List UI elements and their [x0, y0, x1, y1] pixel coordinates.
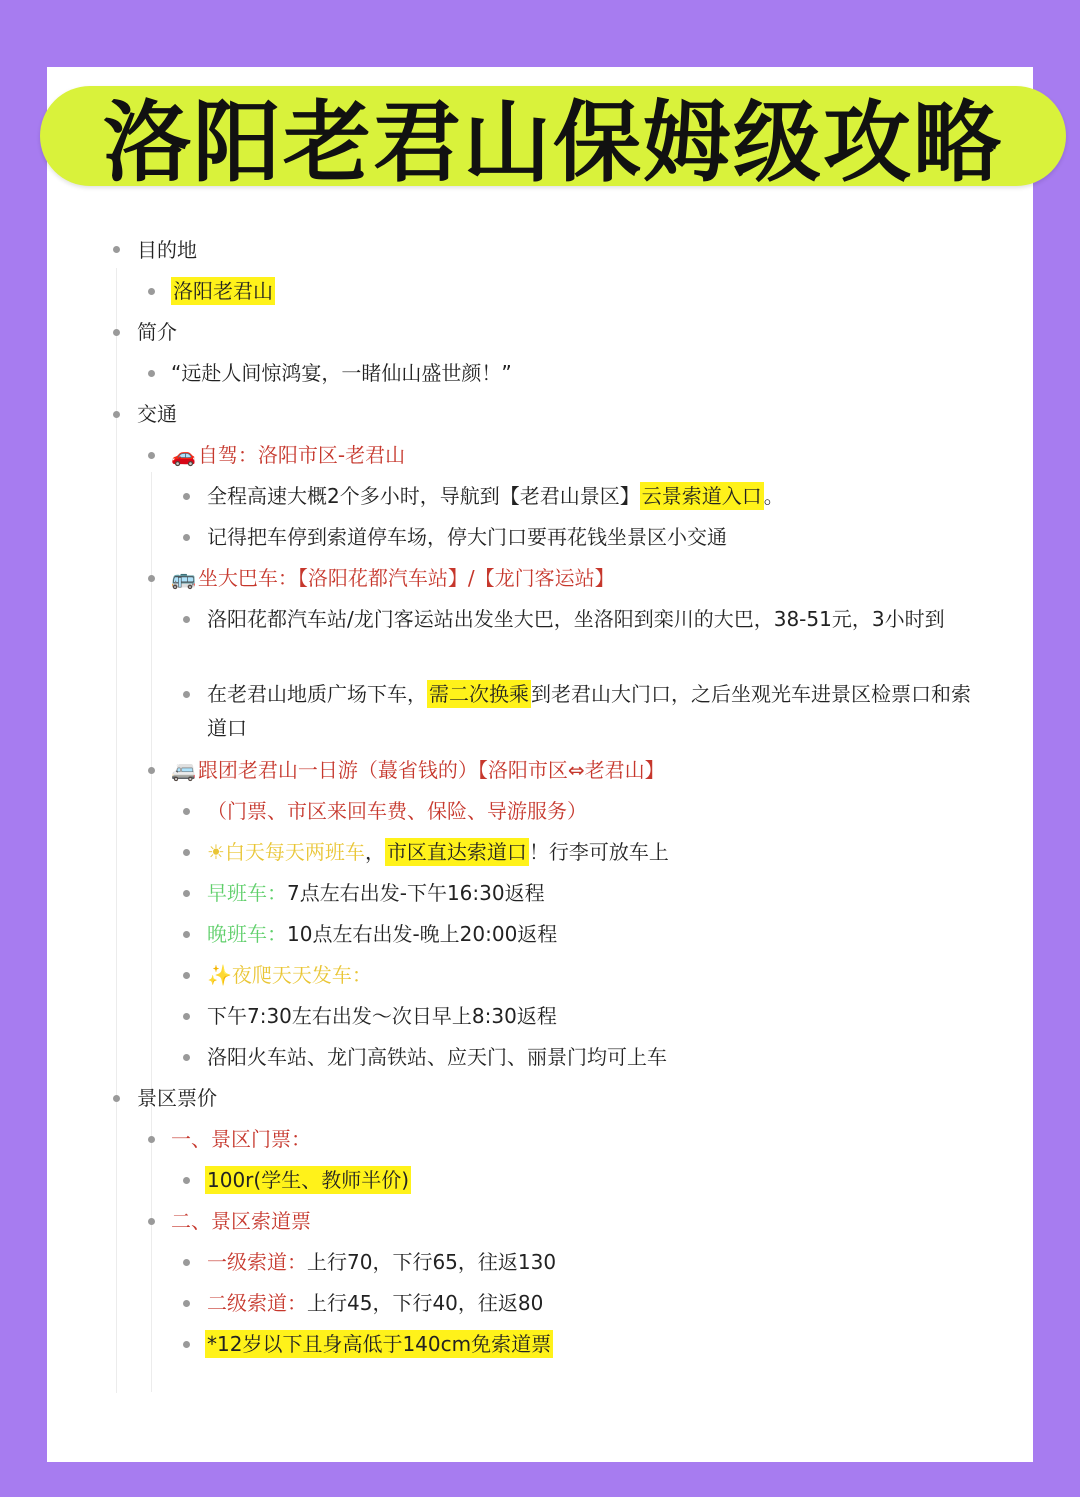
bullet-dot [148, 370, 155, 377]
text: 在老君山地质广场下车， [207, 682, 427, 706]
value: 上行45，下行40，往返80 [307, 1291, 544, 1315]
cable-note [205, 1327, 553, 1361]
tour-includes: （门票、市区来回车费、保险、导游服务） [207, 799, 587, 823]
text: ， [364, 840, 385, 864]
label: 晚班车： [207, 922, 287, 946]
cable-ticket-title: 二、景区索道票 [171, 1209, 311, 1233]
bullet-dot [148, 288, 155, 295]
van-icon: 🚐 [171, 758, 196, 782]
bullet-dot [113, 1095, 120, 1102]
highlight: 市区直达索道口 [386, 840, 527, 864]
tour-morning [207, 876, 545, 910]
value: 10点左右出发-晚上20:00返程 [287, 922, 558, 946]
tour-pickup: 洛阳火车站、龙门高铁站、应天门、丽景门均可上车 [207, 1045, 667, 1069]
destination-value [171, 274, 275, 308]
car-icon: 🚗 [171, 443, 196, 467]
bullet-dot [113, 411, 120, 418]
label: 早班车： [207, 881, 287, 905]
page-title: 洛阳老君山保姆级攻略 [102, 91, 1003, 194]
highlight: 100r(学生、教师半价) [207, 1168, 410, 1192]
label: 一级索道： [207, 1250, 307, 1274]
bullet-dot [183, 931, 190, 938]
tour-night-label [207, 958, 372, 992]
label: 二级索道： [207, 1291, 307, 1315]
bullet-dot [148, 575, 155, 582]
text: 到老君山大门口，之后坐观光车进景区检票口和索道口 [207, 682, 971, 740]
bullet-dot [183, 849, 190, 856]
sparkle-icon: ✨ [207, 963, 232, 987]
highlight: 需二次换乘 [429, 682, 529, 706]
highlight: 洛阳老君山 [173, 279, 273, 303]
bullet-dot [183, 534, 190, 541]
text: 白天每天两班车 [224, 840, 365, 864]
drive-title-text: 自驾：洛阳市区-老君山 [197, 443, 406, 467]
intro-quote: “远赴人间惊鸿宴，一睹仙山盛世颜！” [171, 361, 512, 385]
section-intro-label: 简介 [137, 320, 177, 344]
gate-ticket-price [205, 1163, 411, 1197]
bullet-dot [148, 1136, 155, 1143]
bus-title [171, 561, 615, 595]
bullet-dot [148, 452, 155, 459]
bullet-dot [148, 1218, 155, 1225]
drive-line-2: 记得把车停到索道停车场，停大门口要再花钱坐景区小交通 [207, 525, 727, 549]
bullet-dot [183, 1054, 190, 1061]
bullet-dot [183, 808, 190, 815]
tour-title-text: 跟团老君山一日游（蕞省钱的）【洛阳市区⇔老君山】 [197, 758, 665, 782]
indent-guide [151, 472, 152, 1392]
bullet-dot [183, 1177, 190, 1184]
text: ！行李可放车上 [528, 840, 669, 864]
tour-night-value: 下午7:30左右出发～次日早上8:30返程 [207, 1004, 557, 1028]
label: 夜爬天天发车： [231, 963, 372, 987]
bullet-dot [183, 493, 190, 500]
bullet-dot [148, 767, 155, 774]
drive-title [171, 438, 405, 472]
text: 。 [763, 484, 784, 508]
bullet-dot [183, 691, 190, 698]
gate-ticket-title: 一、景区门票： [171, 1127, 311, 1151]
bullet-dot [183, 1259, 190, 1266]
bullet-dot [183, 1013, 190, 1020]
tour-title [171, 753, 665, 787]
cable-level-1 [207, 1245, 556, 1279]
bullet-dot [113, 246, 120, 253]
bus-title-text: 坐大巴车：【洛阳花都汽车站】/【龙门客运站】 [197, 566, 615, 590]
section-transport-label: 交通 [137, 402, 177, 426]
indent-guide [116, 268, 117, 1393]
bullet-dot [183, 1300, 190, 1307]
bullet-dot [183, 972, 190, 979]
bus-line-2 [207, 677, 977, 745]
sun-icon: ☀ [207, 840, 225, 864]
tour-day-line [207, 835, 669, 869]
bus-icon: 🚌 [171, 566, 196, 590]
bullet-dot [183, 616, 190, 623]
value: 7点左右出发-下午16:30返程 [287, 881, 545, 905]
section-destination-label: 目的地 [137, 238, 197, 262]
value: 上行70，下行65，往返130 [307, 1250, 557, 1274]
bullet-dot [113, 329, 120, 336]
text: 全程高速大概2个多小时，导航到【老君山景区】 [207, 484, 640, 508]
bus-line-1: 洛阳花都汽车站/龙门客运站出发坐大巴，坐洛阳到栾川的大巴，38-51元，3小时到 [207, 607, 945, 631]
cable-level-2 [207, 1286, 543, 1320]
tour-evening [207, 917, 557, 951]
section-tickets-label: 景区票价 [137, 1086, 217, 1110]
bullet-dot [183, 1341, 190, 1348]
drive-line-1 [207, 479, 784, 513]
highlight: *12岁以下且身高低于140cm免索道票 [207, 1332, 552, 1356]
highlight: 云景索道入口 [641, 484, 762, 508]
bullet-dot [183, 890, 190, 897]
